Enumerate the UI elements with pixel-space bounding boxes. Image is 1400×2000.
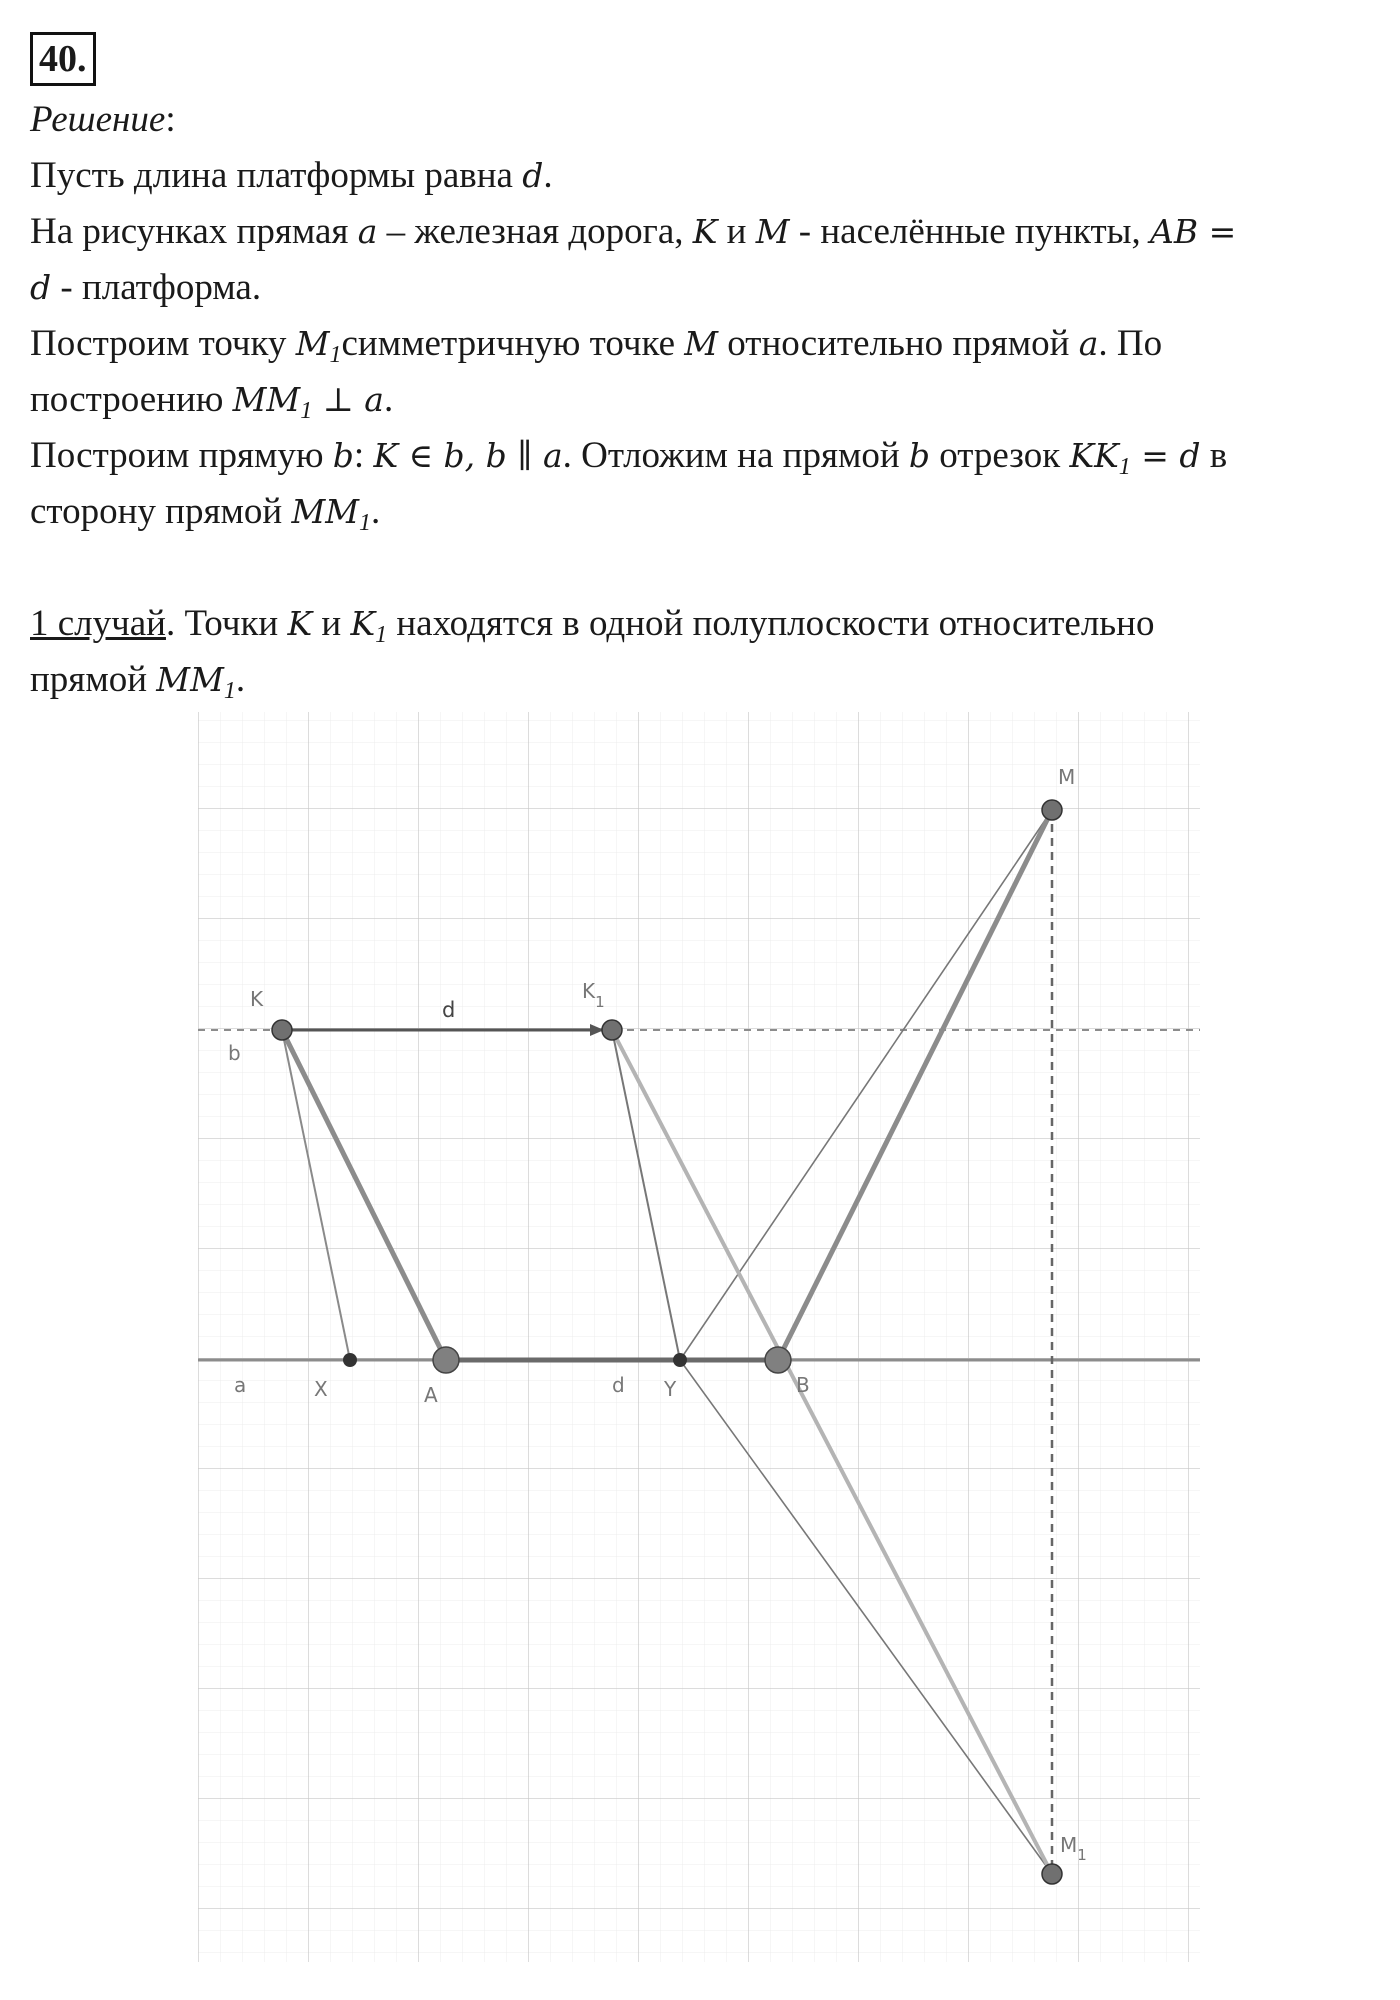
text-run: сторону прямой	[30, 491, 292, 532]
text-run: Построим прямую	[30, 435, 333, 476]
math-run: d	[522, 156, 544, 195]
case-label: 1 случай	[30, 603, 166, 644]
construction-figure	[198, 712, 1200, 1962]
text-run: и	[717, 211, 756, 252]
line-8	[30, 596, 1370, 652]
solution-label: Решение	[30, 99, 166, 140]
math-run: MM	[291, 492, 360, 531]
solution-heading	[30, 92, 1370, 148]
line-4	[30, 316, 1370, 372]
text-run: и	[312, 603, 351, 644]
point-b	[765, 1347, 791, 1373]
math-run: K ∈ b, b ∥ a	[373, 436, 563, 475]
line-5	[30, 372, 1370, 428]
subscript: 1	[300, 398, 313, 424]
text-run: прямой	[30, 659, 157, 700]
colon: :	[165, 99, 176, 140]
text-run: - населённые пункты,	[789, 211, 1151, 252]
text-run: симметричную точке	[341, 323, 685, 364]
math-run: K	[350, 604, 376, 643]
line-9	[30, 652, 1370, 708]
text-run: находятся в одной полуплоскости относительно	[387, 603, 1155, 644]
point-x	[343, 1353, 357, 1367]
text-run: отрезок	[930, 435, 1070, 476]
math-run: a	[357, 212, 378, 251]
math-run: KK	[1069, 436, 1119, 475]
text-run: . По	[1098, 323, 1163, 364]
math-run: a	[1078, 324, 1099, 363]
label-d-platform: d	[612, 1373, 625, 1397]
label-a: a	[234, 1373, 247, 1397]
point-k1	[602, 1020, 622, 1040]
label-k: K	[250, 987, 264, 1011]
text-run: в	[1200, 435, 1228, 476]
text-run: На рисунках прямая	[30, 211, 358, 252]
label-m1: $M_1$	[1060, 1833, 1087, 1864]
math-run: d	[30, 268, 52, 307]
spacer	[30, 540, 1370, 596]
label-m: M	[1058, 765, 1076, 789]
subscript: 1	[359, 510, 372, 536]
label-k1: $K_1$	[582, 979, 605, 1011]
point-a	[433, 1347, 459, 1373]
line-7	[30, 484, 1370, 540]
text-run: .	[235, 659, 246, 700]
text-run: . Отложим на прямой	[562, 435, 909, 476]
subscript: 1	[1118, 454, 1131, 480]
text-run: :	[353, 435, 374, 476]
subscript: 1	[329, 342, 342, 368]
text-run: – железная дорога,	[377, 211, 693, 252]
math-run: = d	[1130, 436, 1201, 475]
text-run: Построим точку	[30, 323, 296, 364]
label-x: X	[314, 1377, 328, 1401]
text-run: .	[383, 379, 394, 420]
point-k	[272, 1020, 292, 1040]
label-d-vector: d	[442, 998, 456, 1022]
math-run: M	[295, 324, 330, 363]
line-2	[30, 204, 1370, 260]
grid-major	[198, 712, 1200, 1962]
text-run: - платформа.	[51, 267, 262, 308]
subscript: 1	[223, 678, 236, 704]
text-run: относительно прямой	[718, 323, 1079, 364]
math-run: K	[692, 212, 718, 251]
point-m	[1042, 800, 1062, 820]
text-run: .	[371, 491, 381, 532]
point-y	[673, 1353, 687, 1367]
math-run: MM	[156, 660, 224, 699]
math-run: MM	[232, 380, 301, 419]
point-m1	[1042, 1864, 1062, 1884]
line-1	[30, 148, 1370, 204]
line-3	[30, 260, 1370, 316]
text-run: .	[543, 155, 553, 196]
math-run: M	[684, 324, 719, 363]
math-run: b	[908, 436, 931, 475]
solution-text	[30, 92, 1370, 708]
problem-number: 40.	[30, 32, 96, 86]
text-run: построению	[30, 379, 233, 420]
math-run: AB =	[1150, 212, 1237, 251]
label-point-b: B	[796, 1373, 810, 1397]
label-point-a: A	[424, 1383, 438, 1407]
label-y: Y	[664, 1377, 677, 1401]
math-run: ⊥ a	[312, 380, 384, 419]
line-6	[30, 428, 1370, 484]
label-b: b	[228, 1041, 241, 1065]
math-run: b	[332, 436, 354, 475]
text-run: Пусть длина платформы равна	[30, 155, 523, 196]
text-run: . Точки	[165, 603, 288, 644]
math-run: M	[755, 212, 790, 251]
subscript: 1	[375, 622, 388, 648]
math-run: K	[287, 604, 313, 643]
